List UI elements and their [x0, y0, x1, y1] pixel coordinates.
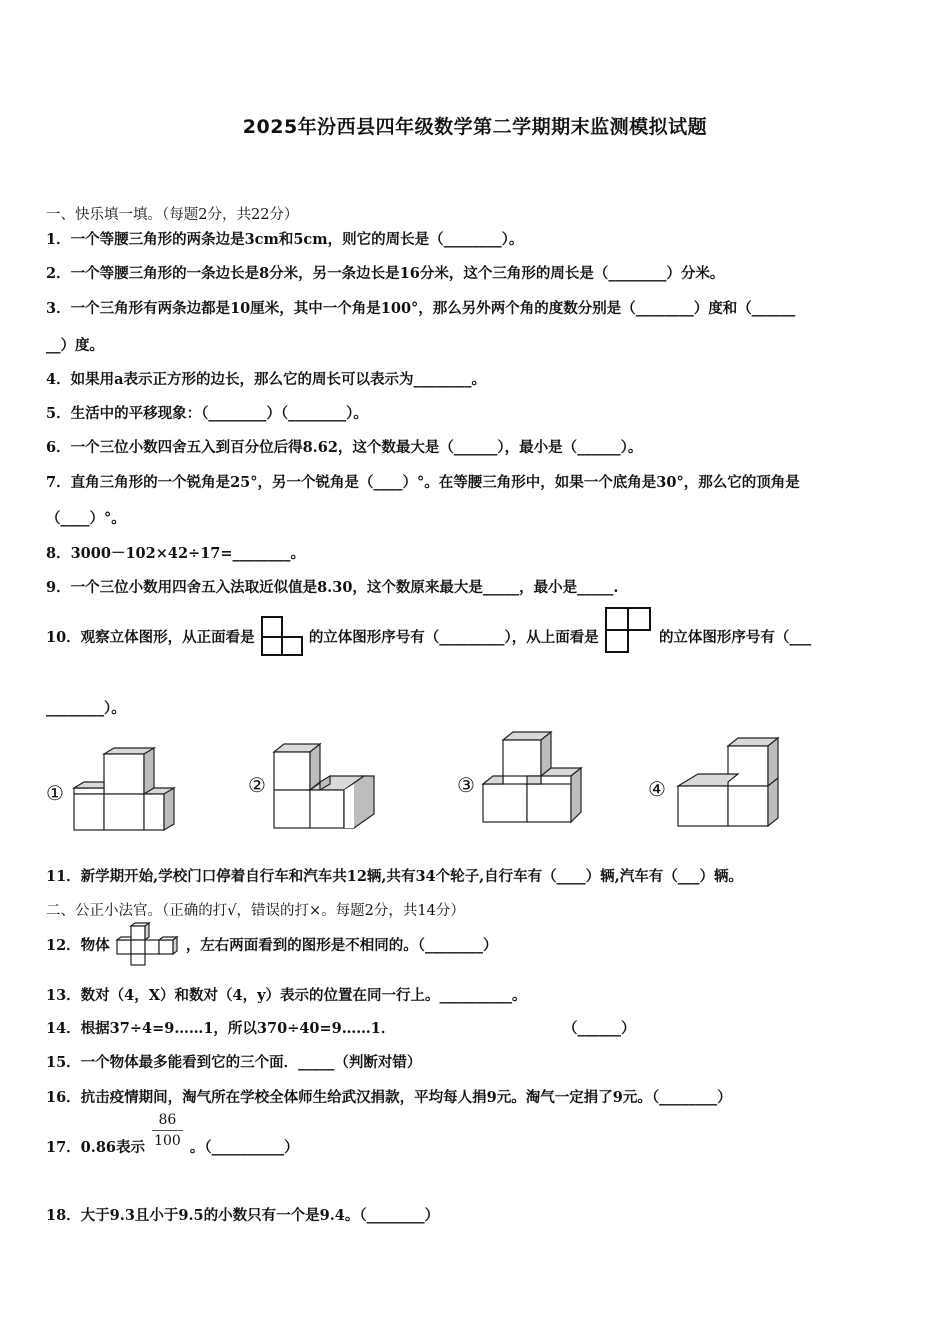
question-10-part-1: 10．观察立体图形，从正面看是 [46, 628, 255, 646]
question-8: 8．3000－102×42÷17=________。 [46, 545, 306, 562]
question-10-line-2: ________）。 [46, 700, 126, 717]
question-10-line-1 [46, 612, 811, 660]
section-1-header: 一、快乐填一填。（每题2分，共22分） [46, 207, 299, 223]
question-2: 2．一个等腰三角形的一条边长是8分米，另一条边长是16分米，这个三角形的周长是（________）分米。 [46, 265, 725, 282]
fraction-86-over-100 [152, 1110, 183, 1151]
question-14-blank: （______） [563, 1020, 636, 1037]
question-10-part-2: 的立体图形序号有（_________），从上面看是 [308, 628, 599, 646]
question-15: 15．一个物体最多能看到它的三个面．_____（判断对错） [46, 1054, 422, 1071]
object-cubes-icon [115, 922, 181, 966]
question-12 [46, 922, 498, 966]
question-11: 11．新学期开始,学校门口停着自行车和汽车共12辆,共有34个轮子,自行车有（____）辆,汽车有（___）辆。 [46, 868, 743, 885]
question-18: 18．大于9.3且小于9.5的小数只有一个是9.4。（________） [46, 1207, 440, 1224]
question-17-part-1: 17．0.86表示 [46, 1139, 145, 1156]
fraction-denominator: 100 [154, 1133, 181, 1149]
section-2-header: 二、公正小法官。（正确的打√，错误的打×。每题2分，共14分） [46, 903, 465, 919]
question-3-line-1: 3．一个三角形有两条边都是10厘米，其中一个角是100°，那么另外两个角的度数分别是（________）度和（______ [46, 300, 796, 317]
figure-2-label: ② [248, 773, 266, 797]
figure-1-cubes [44, 742, 179, 837]
figure-4 [646, 736, 786, 835]
front-view-icon [260, 615, 304, 657]
question-5: 5．生活中的平移现象：（________）（________）。 [46, 405, 368, 422]
figure-4-label: ④ [648, 777, 666, 801]
fraction-numerator: 86 [152, 1110, 183, 1131]
question-7-line-2: （____）°。 [46, 510, 126, 527]
question-13: 13．数对（4，X）和数对（4，y）表示的位置在同一行上。__________。 [46, 987, 527, 1004]
figure-2 [246, 740, 381, 839]
question-14: 14．根据37÷4=9……1，所以370÷40=9……1． [46, 1020, 396, 1037]
figure-3-cubes [455, 728, 590, 828]
question-1: 1．一个等腰三角形的两条边是3cm和5cm，则它的周长是（________）。 [46, 231, 524, 248]
figure-2-cubes [246, 740, 381, 835]
figure-4-cubes [646, 736, 786, 831]
question-16: 16．抗击疫情期间，淘气所在学校全体师生给武汉捐款，平均每人捐9元。淘气一定捐了9元。（________） [46, 1089, 732, 1106]
figure-1 [44, 742, 179, 841]
top-view-icon [604, 606, 654, 654]
figure-1-label: ① [46, 781, 64, 805]
question-17-part-2: 。（__________） [189, 1139, 299, 1156]
page-title: 2025年汾西县四年级数学第二学期期末监测模拟试题 [242, 116, 708, 138]
question-7-line-1: 7．直角三角形的一个锐角是25°，另一个锐角是（____）°。在等腰三角形中，如果一个底角是30°，那么它的顶角是 [46, 474, 800, 491]
question-3-line-2: __）度。 [46, 337, 104, 354]
question-17 [46, 1112, 299, 1159]
figure-3 [455, 728, 590, 832]
question-12-part-2: ，左右两面看到的图形是不相同的。（________） [185, 936, 498, 954]
question-6: 6．一个三位小数四舍五入到百分位后得8.62，这个数最大是（______），最小是（______）。 [46, 439, 643, 456]
figure-3-label: ③ [457, 773, 475, 797]
question-10-part-3: 的立体图形序号有（___ [658, 628, 812, 646]
question-9: 9．一个三位小数用四舍五入法取近似值是8.30，这个数原来最大是_____，最小是_____. [46, 579, 619, 596]
question-4: 4．如果用a表示正方形的边长，那么它的周长可以表示为________。 [46, 371, 486, 388]
question-12-part-1: 12．物体 [46, 936, 110, 954]
